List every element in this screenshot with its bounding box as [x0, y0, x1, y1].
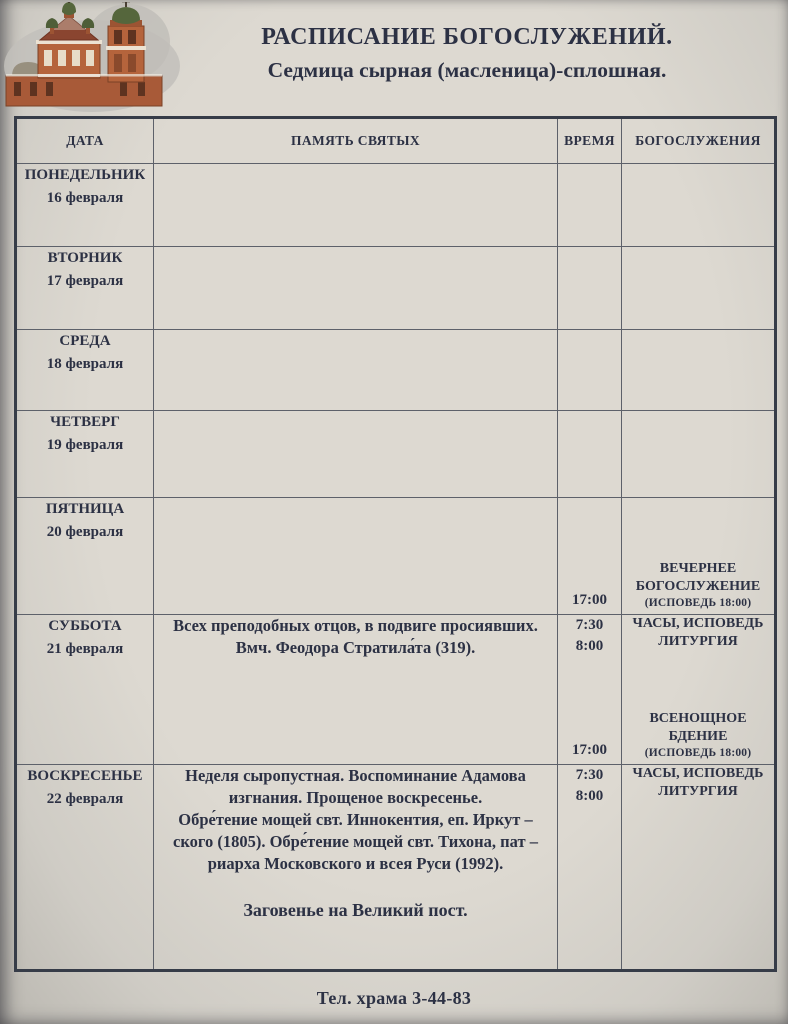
- cell-wednesday-date: [16, 330, 154, 411]
- cell-tuesday-memory: [154, 247, 558, 330]
- cell-wednesday-memory: [154, 330, 558, 411]
- memory-line: риарха Московского и всея Руси (1992).: [207, 853, 504, 873]
- col-header-date: ДАТА: [16, 118, 154, 164]
- day-date: 22 февраля: [46, 790, 124, 807]
- cell-sunday-time: [558, 765, 622, 971]
- cell-thursday-date: [16, 411, 154, 498]
- church-illustration-icon: [0, 2, 192, 112]
- day-name: СУББОТА: [48, 618, 122, 634]
- morning-time: 8:00: [575, 788, 604, 805]
- day-date: 19 февраля: [46, 436, 124, 453]
- cell-tuesday-time: [558, 247, 622, 330]
- cell-saturday-services: [622, 615, 776, 765]
- day-name: СРЕДА: [59, 333, 111, 349]
- morning-service: ЧАСЫ, ИСПОВЕДЬ: [632, 766, 764, 781]
- cell-wednesday-services: [622, 330, 776, 411]
- cell-monday-services: [622, 164, 776, 247]
- cell-tuesday-date: [16, 247, 154, 330]
- col-header-time: ВРЕМЯ: [558, 118, 622, 164]
- cell-saturday-memory: [154, 615, 558, 765]
- morning-service: ЛИТУРГИЯ: [658, 783, 738, 799]
- cell-thursday-services: [622, 411, 776, 498]
- day-date: 16 февраля: [46, 189, 124, 206]
- morning-time: 8:00: [575, 638, 604, 655]
- cell-friday-memory: [154, 498, 558, 615]
- day-name: ПОНЕДЕЛЬНИК: [24, 167, 146, 183]
- row-thursday: [16, 411, 776, 498]
- day-name: ВОСКРЕСЕНЬЕ: [27, 768, 143, 784]
- titles-block: [192, 0, 788, 83]
- day-name: ВТОРНИК: [47, 250, 123, 266]
- row-sunday: [16, 765, 776, 971]
- day-name: ЧЕТВЕРГ: [50, 414, 120, 430]
- cell-friday-date: [16, 498, 154, 615]
- morning-time: 7:30: [575, 767, 604, 783]
- cell-thursday-memory: [154, 411, 558, 498]
- memory-line: Обре́тение мощей свт. Иннокентия, еп. Иркут –: [178, 809, 533, 829]
- cell-sunday-date: [16, 765, 154, 971]
- evening-confession-note: (ИСПОВЕДЬ 18:00): [644, 747, 752, 760]
- page-subtitle: Седмица сырная (масленица)-сплошная.: [267, 58, 667, 82]
- row-tuesday: [16, 247, 776, 330]
- evening-time: 17:00: [572, 591, 607, 608]
- cell-friday-services: [622, 498, 776, 615]
- col-header-saints: ПАМЯТЬ СВЯТЫХ: [154, 118, 558, 164]
- fasting-note: Заговенье на Великий пост.: [243, 899, 468, 920]
- memory-line: Неделя сыропустная. Воспоминание Адамова: [185, 766, 526, 785]
- evening-service: ВЕЧЕРНЕЕ БОГОСЛУЖЕНИЕ: [635, 561, 761, 595]
- memory-line: Вмч. Феодора Стратила́та (319).: [235, 637, 476, 657]
- day-date: 18 февраля: [46, 355, 124, 372]
- cell-saturday-time: [558, 615, 622, 765]
- morning-service: ЛИТУРГИЯ: [658, 633, 738, 649]
- morning-service: ЧАСЫ, ИСПОВЕДЬ: [632, 616, 764, 631]
- page-title: РАСПИСАНИЕ БОГОСЛУЖЕНИЙ.: [261, 24, 673, 50]
- cell-saturday-date: [16, 615, 154, 765]
- schedule-table: [14, 116, 777, 972]
- evening-service: ВСЕНОЩНОЕ БДЕНИЕ: [649, 711, 747, 745]
- day-date: 17 февраля: [46, 272, 124, 289]
- row-friday: [16, 498, 776, 615]
- row-saturday: [16, 615, 776, 765]
- memory-line: Всех преподобных отцов, в подвиге просиявших.: [173, 616, 538, 635]
- page-header: [0, 0, 788, 114]
- day-name: ПЯТНИЦА: [45, 501, 125, 517]
- row-monday: [16, 164, 776, 247]
- col-header-services: БОГОСЛУЖЕНИЯ: [622, 118, 776, 164]
- cell-sunday-services: [622, 765, 776, 971]
- cell-thursday-time: [558, 411, 622, 498]
- cell-sunday-memory: [154, 765, 558, 971]
- evening-time: 17:00: [572, 741, 607, 758]
- cell-tuesday-services: [622, 247, 776, 330]
- evening-confession-note: (ИСПОВЕДЬ 18:00): [644, 597, 752, 610]
- day-date: 20 февраля: [46, 523, 124, 540]
- memory-line: ского (1805). Обре́тение мощей свт. Тихона, пат –: [173, 831, 538, 851]
- church-phone: Тел. храма 3-44-83: [316, 988, 472, 1008]
- header-row: [16, 118, 776, 164]
- cell-monday-date: [16, 164, 154, 247]
- cell-monday-memory: [154, 164, 558, 247]
- cell-monday-time: [558, 164, 622, 247]
- row-wednesday: [16, 330, 776, 411]
- day-date: 21 февраля: [46, 640, 124, 657]
- cell-friday-time: [558, 498, 622, 615]
- memory-line: изгнания. Прощеное воскресенье.: [228, 787, 483, 807]
- cell-wednesday-time: [558, 330, 622, 411]
- morning-time: 7:30: [575, 617, 604, 633]
